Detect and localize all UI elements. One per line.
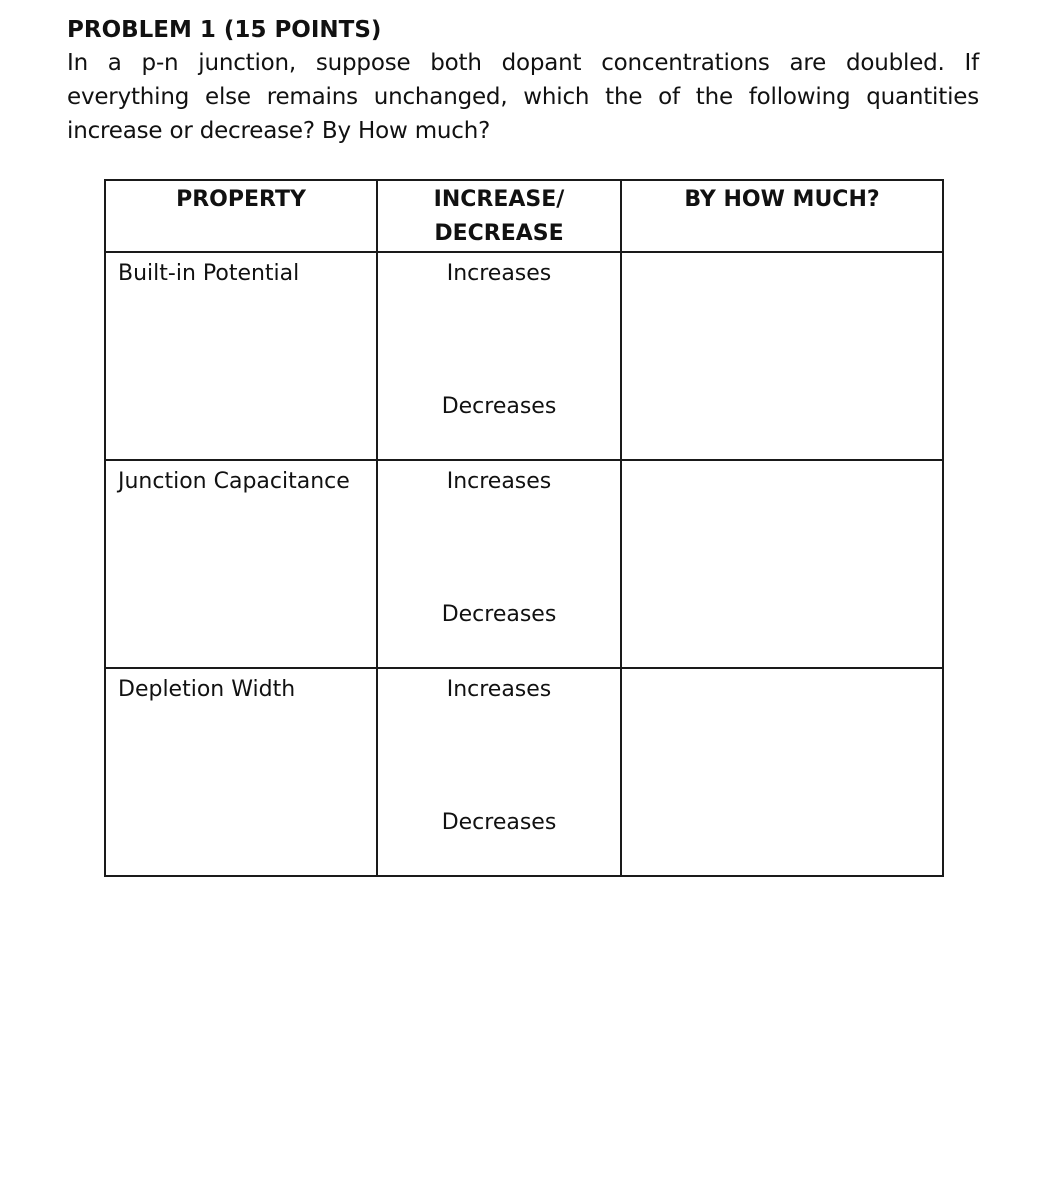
table-row — [105, 252, 943, 460]
option-decreases[interactable]: Decreases — [441, 810, 557, 835]
table-row — [105, 460, 943, 668]
option-increases[interactable]: Increases — [446, 261, 552, 286]
header-property — [105, 180, 377, 252]
option-decreases[interactable]: Decreases — [441, 394, 557, 419]
change-cell — [377, 460, 621, 668]
header-change-line1: INCREASE/ — [433, 187, 565, 212]
header-amount-label: BY HOW MUCH? — [684, 187, 880, 212]
header-change — [377, 180, 621, 252]
option-increases[interactable]: Increases — [446, 469, 552, 494]
change-cell — [377, 668, 621, 876]
property-cell: Junction Capacitance — [105, 460, 377, 668]
option-increases[interactable]: Increases — [446, 677, 552, 702]
property-cell: Depletion Width — [105, 668, 377, 876]
amount-answer-cell[interactable] — [621, 668, 943, 876]
header-property-label: PROPERTY — [176, 187, 306, 212]
table-row — [105, 668, 943, 876]
header-change-line2: DECREASE — [434, 221, 564, 246]
problem-statement: In a p-n junction, suppose both dopant concentrations are doubled. If everything else remains unchanged, which the of the following quantities increase or decrease? By How much? — [67, 50, 979, 144]
answer-table — [104, 179, 944, 877]
problem-heading: PROBLEM 1 (15 POINTS) — [67, 17, 382, 43]
table-header-row — [105, 180, 943, 252]
change-cell — [377, 252, 621, 460]
amount-answer-cell[interactable] — [621, 252, 943, 460]
amount-answer-cell[interactable] — [621, 460, 943, 668]
property-cell: Built-in Potential — [105, 252, 377, 460]
option-decreases[interactable]: Decreases — [441, 602, 557, 627]
header-amount — [621, 180, 943, 252]
